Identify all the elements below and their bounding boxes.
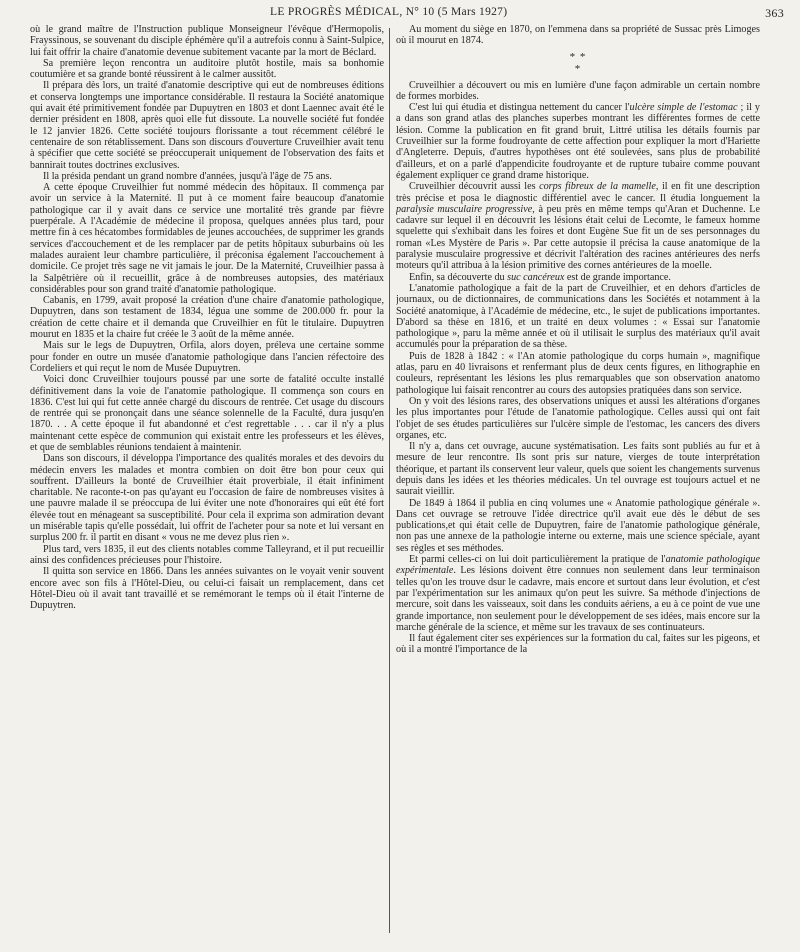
text-run: L'anatomie pathologique a fait de la part de Cruveilhier, et en dehors d'articles de journaux, ou de dictionnaires, de communications dans les Sociétés et notamment à la Société anatomique, à l'Académie de médecine, etc., le sujet de publications importantes. D'abord sa thèse en 1816, et un traité en deux volumes : « Essai sur l'anatomie pathologique », paru la même année et où il utilisait le surplus des matériaux qu'il avait accumulés pour la préparation de sa thèse.	[396, 282, 760, 351]
italic-term: suc cancéreux	[507, 271, 565, 283]
paragraph	[396, 554, 760, 633]
text-run: Enfin, sa découverte du	[409, 271, 508, 283]
text-run: Cruveilhier a découvert ou mis en lumière d'une façon admirable un certain nombre de formes morbides.	[396, 79, 760, 102]
paragraph: Il quitta son service en 1866. Dans les années suivantes on le voyait venir souvent encore avec son fils à l'Hôtel-Dieu, ou celui-ci faisait un remplacement, dans cet Hôtel-Dieu où il avait tant travaillé et se remémorant le temps où il était l'interne de Dupuytren.	[30, 566, 384, 612]
text-run: Il faut également citer ses expériences sur la formation du cal, faites sur les pigeons, et où il a montré l'importance de la	[396, 633, 760, 656]
journal-title: LE PROGRÈS MÉDICAL, N° 10 (5 Mars 1927)	[270, 6, 508, 18]
paragraph: Il prépara dès lors, un traité d'anatomie descriptive qui eut de nombreuses éditions et conserva longtemps une importance considérable. Il restaura la Société anatomique qui avait été primitivement fondée par Dupuytren en 1803 et dont Laennec avait été le dernier président en 1808, après quoi elle fut dissoute. La nouvelle société fut fondée le 12 janvier 1826. Cette société toujours florissante a tout récemment célébré le centenaire de son rétablissement. Dans son discours d'ouverture Cruveilhier avait tenu à spécifier que cette société se préoccuperait uniquement de l'observation des faits et bannirait toutes doctrines exclusives.	[30, 80, 384, 171]
section-separator	[396, 51, 760, 75]
paragraph: Au moment du siège en 1870, on l'emmena dans sa propriété de Sussac près Limoges où il mourut en 1874.	[396, 24, 760, 47]
text-run: . Les lésions doivent être connues non seulement dans leur terminaison telles qu'on les trouve dsur le cadavre, mais encore et surtout dans leur évolution, et c'est par l'expérimentation sur les animaux qu'on peut les suivre. Sa méthode d'injections de mercure, soit dans les vaisseaux, soit dans les conduits aériens, a eu à ce point de vue une grande importance, non seulement pour le développement de ses idées, mais encore sur la marche générale de la science, et même sur les travaux de ses continuateurs.	[396, 565, 760, 633]
asterisks: * * *	[569, 50, 587, 75]
italic-term: paralysie musculaire progressive	[396, 203, 533, 215]
paragraph: Voici donc Cruveilhier toujours poussé par une sorte de fatalité occulte installé définitivement dans la voie de l'anatomie pathologique. Il commença son cours en 1836. C'est lui qui fut cette année chargé du discours de rentrée. Cet usage du discours de rentrée qui se prononçait dans une séance solennelle de la Faculté, dura jusqu'en 1870. . . A cette époque il fut abandonné et c'est regrettable . . . car il n'y a plus maintenant cette espèce de communion qui existait entre les professeurs et les élèves, et que de semblables réunions tendaient à maintenir.	[30, 374, 384, 453]
text-run: Il n'y a, dans cet ouvrage, aucune systématisation. Les faits sont publiés au fur et à mesure de leur rencontre. Ils sont pris sur nature, vierges de toute interprétation théorique, et partant ils conservent leur valeur, quels que soient les changements survenus depuis dans les idées et les théories médicales. Un tel ouvrage est toujours actuel et ne saurait vieillir.	[396, 441, 760, 498]
left-column	[30, 24, 384, 944]
text-run: est de grande importance.	[564, 271, 671, 283]
column-divider	[389, 28, 390, 933]
paragraph: Cabanis, en 1799, avait proposé la création d'une chaire d'anatomie pathologique, Dupuytren, dans son testament de 1834, légua une somme de 200.000 fr. pour la création de cette chaire et il demanda que Cruveilhier en fût le titulaire. Dupuytren mourut en 1835 et la chaire fut créée le 3 août de la même année.	[30, 295, 384, 341]
paragraph	[396, 272, 760, 283]
italic-term: corps fibreux de la mamelle	[539, 181, 656, 193]
paragraph	[396, 102, 760, 181]
text-run: ; il y a dans son grand atlas des planches superbes montrant les différentes formes de cette lésion. Comme la publication en fit grand bruit, Littré utilisa les détails fournis par Cruveilhier sur la forme foudroyante de cette affection pour expliquer la mort d'Hariette d'Angleterre. Depuis, d'autres hypothèses ont été soulevées, sans plus de probabilité d'ailleurs, et on a parlé d'appendicite foudroyante et de rupture tubaire comme pouvant également expliquer ce grand drame historique.	[396, 102, 760, 181]
paragraph: Il la présida pendant un grand nombre d'années, jusqu'à l'âge de 75 ans.	[43, 170, 332, 182]
paragraph	[396, 351, 760, 396]
paragraph	[396, 80, 760, 103]
paragraph	[396, 498, 760, 554]
text-run: De 1849 à 1864 il publia en cinq volumes une « Anatomie pathologique générale ». Dans cet ouvrage se retrouve l'idée directrice qu'il avait eue dès le début de ses publications,et qui était celle de Dupuytren, faire de l'anatomie pathologique générale, non pas une annexe de la pathologie interne ou externe, mais une science spéciale, ayant ses règles et ses méthodes.	[396, 497, 760, 554]
running-header	[0, 6, 800, 20]
paragraph	[396, 441, 760, 497]
page-number: 363	[765, 6, 784, 20]
paragraph	[396, 633, 760, 656]
paragraph: Plus tard, vers 1835, il eut des clients notables comme Talleyrand, et il put recueillir ainsi des confidences précieuses pour l'histoire.	[30, 543, 384, 566]
paragraph: où le grand maître de l'Instruction publique Monseigneur l'évêque d'Hermopolis, Frayssinous, se souvenant du disciple éphémère qu'il a autrefois connu à Saint-Sulpice, lui fait offrir la chaire d'anatomie devenue subitement vacante par la mort de Béclard.	[30, 24, 384, 58]
text-run: On y voit des lésions rares, des observations uniques et aussi les altérations d'organes les plus importantes pour l'étude de l'anatomie pathologique. Celles aussi qui ont fait l'objet de ses études particulières sur l'ulcère simple de l'estomac, les cancers des divers organes, etc.	[396, 395, 760, 441]
paragraph	[396, 283, 760, 351]
paragraph: Sa première leçon rencontra un auditoire plutôt hostile, mais sa bonhomie coutumière et sa grande bonté réussirent à le calmer aussitôt.	[30, 57, 384, 81]
text-run: C'est lui qui étudia et distingua nettement du cancer l'	[409, 102, 630, 114]
paragraph	[396, 396, 760, 441]
text-run: Puis de 1828 à 1842 : « l'An atomie pathologique du corps humain », magnifique atlas, paru en 40 livraisons et renfermant plus de deux cents figures, en lithographie en couleurs, représentant les lésions les plus remarquables que son observation anatomo pathologique lui faisait rencontrer au cours des autopsies pratiquées dans son service.	[396, 350, 760, 396]
italic-term: ulcère simple de l'estomac	[629, 102, 738, 114]
paragraph: Mais sur le legs de Dupuytren, Orfila, alors doyen, préleva une certaine somme pour fonder en outre un musée d'anatomie pathologique dans l'ancien réfectoire des Cordeliers et qui reçut le nom de Musée Dupuytren.	[30, 340, 384, 374]
paragraph: A cette époque Cruveilhier fut nommé médecin des hôpitaux. Il commença par avoir un service à la Maternité. Il put à ce moment faire beaucoup d'anatomie pathologique car il y avait dans ce service une mortalité très grande par fièvre puerpérale. A l'Académie de médecine il proposa, quelques années plus tard, pour mettre fin à ces hécatombes formidables de jeunes accouchées, de supprimer les grands services d'accouchement et de les remplacer par de petits hôpitaux suburbains où les malades auraient leur chambre particulière, il préconisa également l'accouchement à domicile. Ce projet très sage ne vit jamais le jour. De la Maternité, Cruveilhier passa à la Salpêtrière où il recueillit, grâce à de nombreuses autopsies, des matériaux considérables pour son grand traité d'anatomie pathologique.	[30, 182, 384, 295]
text-run: Et parmi celles-ci on lui doit particulièrement la pratique de l'	[409, 554, 666, 566]
text-run: , à peu près en même temps qu'Aran et Duchenne. Le cadavre sur lequel il en découvrit les lésions était celui de Lecomte, le fameux homme squelette qui s'exhibait dans les foires et dont Eugène Sue fit un de ses personnages du roman «Les Mystère de Paris ». Par cette autopsie il précisa la cause anatomique de la paralysie musculaire progressive et décrivit l'altération des racines antérieures des nerfs moteurs qu'il attribua à la lésion primitive des cornes antérieures de la moelle.	[396, 203, 760, 272]
italic-term: anatomie pathologique expérimentale	[396, 554, 760, 577]
paragraph	[396, 181, 760, 271]
text-run: , il en fit une description très précise et posa le diagnostic différentiel avec le cancer. Il étudia longuement la	[396, 181, 760, 204]
text-run: Cruveilhier découvrit aussi les	[409, 181, 540, 193]
paragraph: Dans son discours, il développa l'importance des qualités morales et des devoirs du médecin envers les malades et montra combien on doit être bon pour ceux qui souffrent. D'ailleurs la bonté de Cruveilhier était proverbiale, il était infiniment charitable. Ne raconte-t-on pas qu'ayant eu l'occasion de faire de nombreuses visites à une pauvre malade il se préoccupa de lui éviter une note d'honoraires qui eût été fort élevée tout en ménageant sa susceptibilité. Pour cela il exprima son admiration devant un misérable tapis qu'elle possédait, lui offrit de l'acheter pour sa note et lui versant en surplus 200 fr. il partit en disant « vous ne me devez plus rien ».	[30, 453, 384, 544]
right-column	[396, 24, 760, 944]
